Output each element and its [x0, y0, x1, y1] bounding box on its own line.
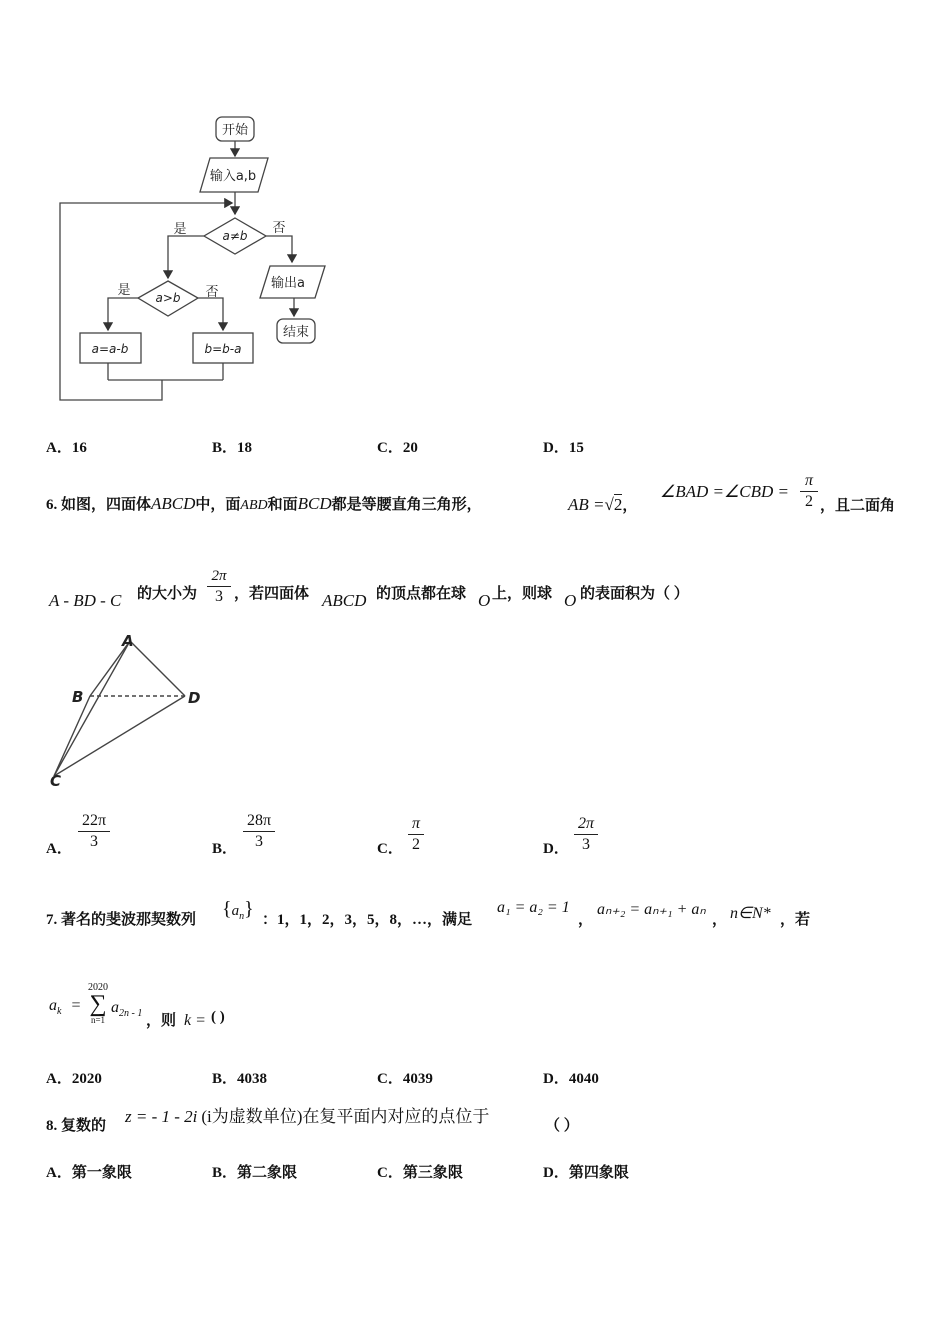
- q6-abcd-2: ABCD: [322, 591, 367, 610]
- q7-k: k =: [184, 1012, 206, 1029]
- q6-line-1: 6. 如图，四面体ABCD中，面ABD和面BCD都是等腰直角三角形，: [46, 494, 482, 513]
- q7-sep1: ，: [578, 912, 594, 928]
- flow-start-label: 开始: [221, 123, 249, 138]
- q6-line-2d: 的表面积为（ ）: [580, 586, 689, 602]
- tetra-label-b: B: [72, 688, 84, 706]
- q6-option-d[interactable]: D．: [543, 841, 569, 857]
- q5-option-b[interactable]: B．18: [212, 440, 253, 456]
- flow-output-label: 输出a: [271, 276, 305, 291]
- q6-sphere-o: O: [478, 591, 491, 610]
- flow-no2-label: 否: [205, 285, 219, 300]
- q7-option-a[interactable]: A．2020: [46, 1071, 102, 1087]
- q7-option-b[interactable]: B．4038: [212, 1071, 268, 1087]
- q6-option-b-frac: 28π 3: [243, 812, 275, 851]
- q6-sphere-o-2: O: [564, 591, 577, 610]
- q8-option-a[interactable]: A．第一象限: [46, 1165, 132, 1181]
- q6-pi-over-2: π 2: [800, 472, 818, 511]
- q7-line-1b: ：1，1，2，3，5，8，…，满足: [262, 912, 473, 928]
- q6-angle-expr: ∠BAD =∠CBD =: [660, 482, 789, 501]
- q5-option-a[interactable]: A．16: [46, 440, 87, 456]
- q6-option-c-frac: π 2: [408, 815, 424, 854]
- tetra-label-c: C: [50, 772, 62, 790]
- q8-line: 8. 复数的: [46, 1118, 107, 1134]
- flow-no1-label: 否: [272, 221, 286, 236]
- flow-end-label: 结束: [282, 325, 310, 340]
- q7-sep2: ，: [712, 912, 728, 928]
- q6-line-2b: 的顶点都在球: [376, 586, 467, 602]
- q5-option-d[interactable]: D．15: [543, 440, 584, 456]
- q7-paren: ( ): [211, 1009, 225, 1025]
- q6-option-a[interactable]: A．: [46, 841, 72, 857]
- q7-seq-notation: $\{a_n\}$: [222, 898, 254, 923]
- q6-line-2c: 上，则球: [492, 586, 553, 602]
- q8-paren: （ ）: [545, 1118, 579, 1134]
- q8-option-b[interactable]: B．第二象限: [212, 1165, 298, 1181]
- q6-ab-expr: AB =√2，: [568, 495, 638, 514]
- q7-if: ，若: [780, 912, 811, 928]
- q7-sum: 2020 ∑ n=1: [88, 982, 108, 1025]
- q7-cond1: a₁ = a₂ = 1: [497, 899, 570, 916]
- tetrahedron-figure: [40, 628, 220, 793]
- q7-term: $a_{2n - 1}$: [111, 999, 143, 1020]
- flowchart-figure: [0, 0, 340, 410]
- flow-box-left-label: a=a-b: [91, 342, 129, 356]
- flow-cond2-label: a>b: [155, 291, 181, 305]
- q6-option-b[interactable]: B．: [212, 841, 238, 857]
- q6-text-size: 的大小为: [137, 586, 198, 602]
- q6-2pi-over-3: 2π 3: [207, 568, 231, 606]
- flow-yes1-label: 是: [173, 222, 187, 237]
- q7-cond3: n∈N*: [730, 905, 771, 922]
- q5-option-c[interactable]: C．20: [377, 440, 418, 456]
- flow-yes2-label: 是: [117, 283, 131, 298]
- q7-then: ，则: [146, 1013, 177, 1029]
- q8-option-d[interactable]: D．第四象限: [543, 1165, 629, 1181]
- tetra-label-d: D: [188, 689, 201, 707]
- flow-input-label: 输入a,b: [209, 169, 257, 184]
- tetra-label-a: A: [122, 632, 134, 650]
- q7-line-1: 7. 著名的斐波那契数列: [46, 912, 197, 928]
- q6-option-a-frac: 22π 3: [78, 812, 110, 851]
- q7-option-c[interactable]: C．4039: [377, 1071, 433, 1087]
- q7-cond2: aₙ₊₂ = aₙ₊₁ + aₙ: [597, 901, 706, 918]
- flow-box-right-label: b=b-a: [204, 342, 242, 356]
- q6-line-2: ，若四面体: [234, 586, 310, 602]
- q6-option-c[interactable]: C．: [377, 841, 403, 857]
- q7-ak: $a_k$ =: [49, 997, 81, 1018]
- q6-text-dihedral: ，且二面角: [820, 498, 896, 514]
- flow-cond1-label: a≠b: [222, 229, 248, 243]
- q7-option-d[interactable]: D．4040: [543, 1071, 599, 1087]
- q8-option-c[interactable]: C．第三象限: [377, 1165, 463, 1181]
- q6-dihedral-expr: A - BD - C: [49, 591, 122, 610]
- q6-option-d-frac: 2π 3: [574, 815, 598, 854]
- q8-complex-expr: z = - 1 - 2i (i为虚数单位)在复平面内对应的点位于: [125, 1107, 490, 1126]
